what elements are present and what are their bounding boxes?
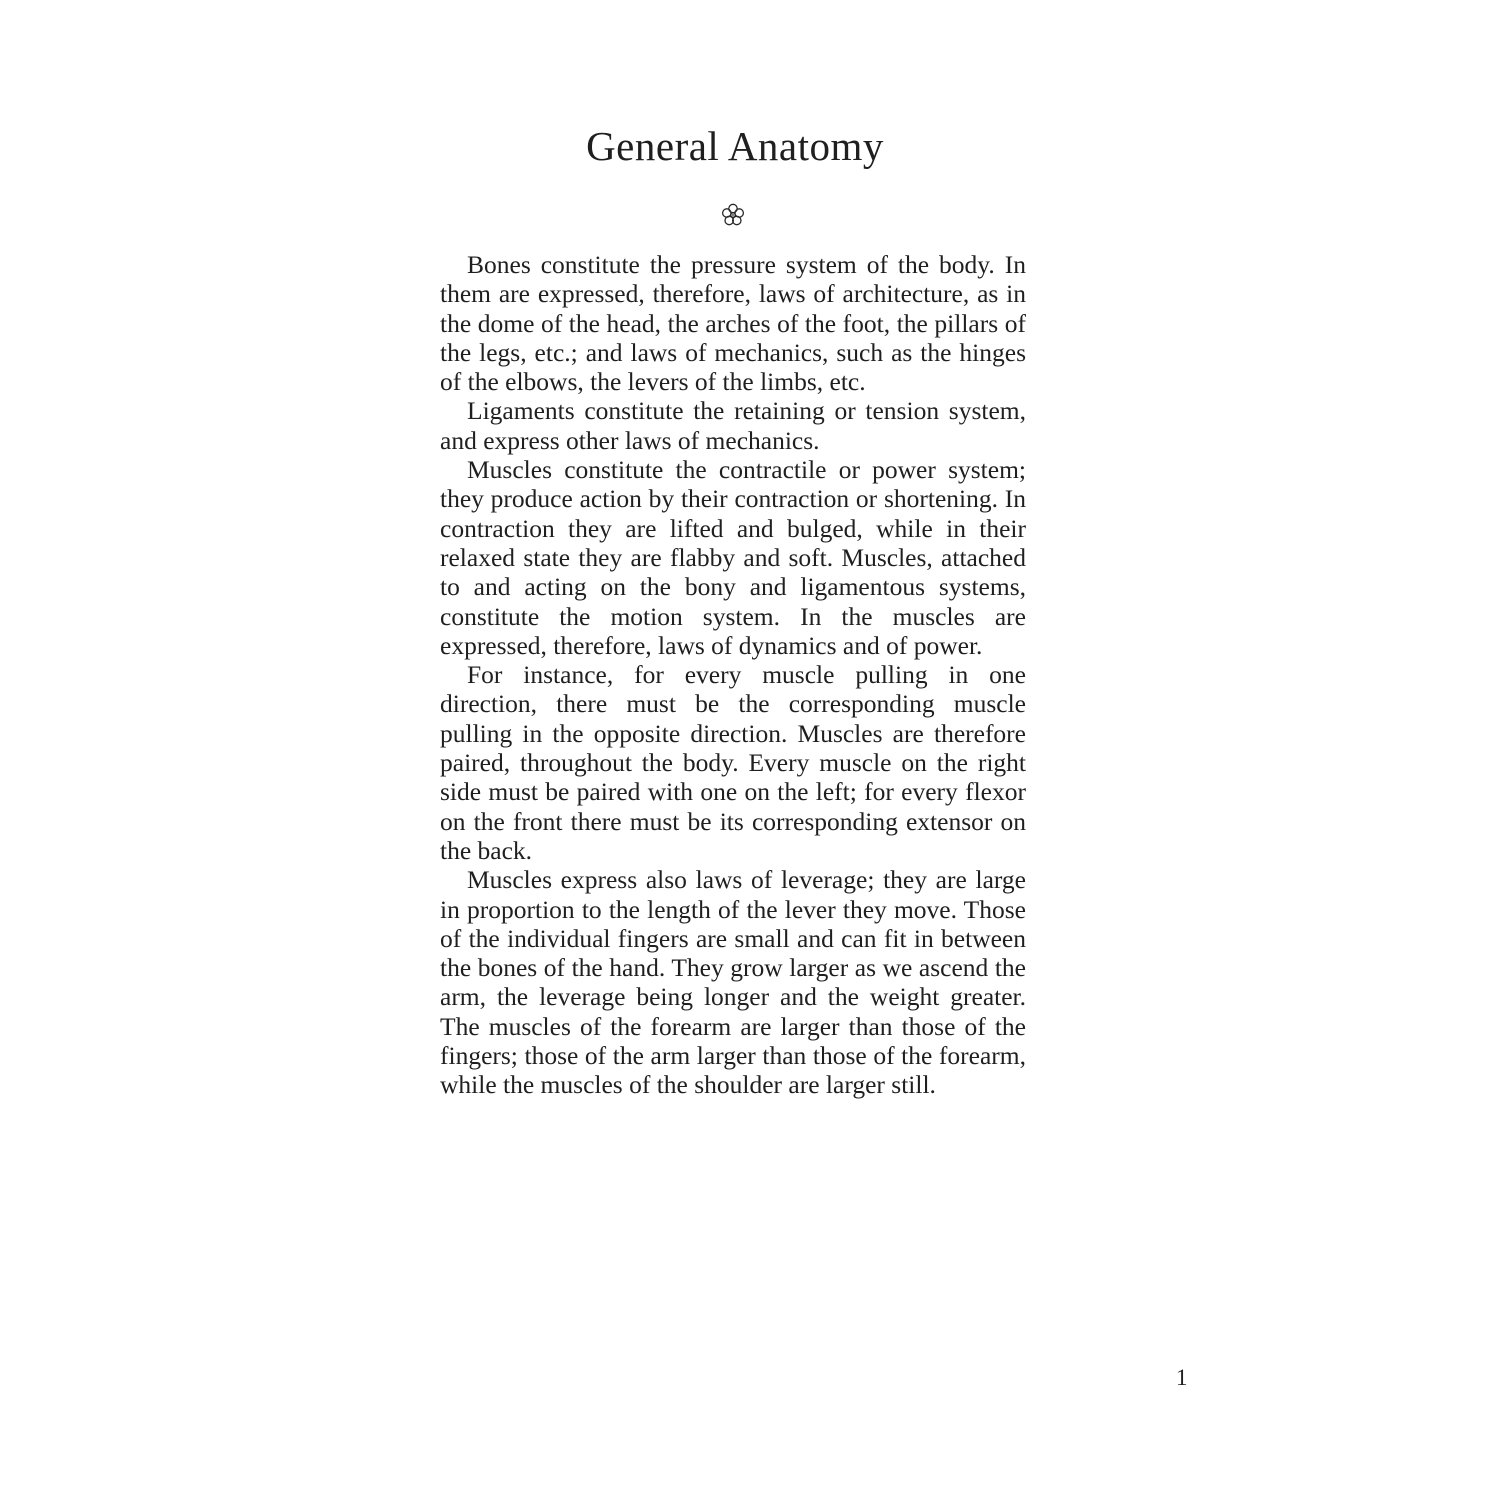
page-title: General Anatomy	[586, 123, 884, 169]
body-text	[440, 250, 1026, 1100]
paragraph-leverage: Muscles express also laws of leverage; they are large in proportion to the length of the lever they move. Those of the individual fingers are small and can fit in between the bones of the hand. They grow larger as we ascend the arm, the leverage being longer and the weight greater. The muscles of the forearm are larger than those of the fingers; those of the arm larger than those of the forearm, while the muscles of the shoulder are larger still.	[440, 865, 1026, 1100]
paragraph-muscles: Muscles constitute the contractile or power system; they produce action by their contraction or shortening. In contraction they are lifted and bulged, while in their relaxed state they are flabby and soft. Muscles, attached to and acting on the bony and ligamentous systems, constitute the motion system. In the muscles are expressed, therefore, laws of dynamics and of power.	[440, 455, 1026, 660]
paragraph-ligaments: Ligaments constitute the retaining or tension system, and express other laws of mechanics.	[440, 396, 1026, 455]
paragraph-bones: Bones constitute the pressure system of the body. In them are expressed, therefore, laws of architecture, as in the dome of the head, the arches of the foot, the pillars of the legs, etc.; and laws of mechanics, such as the hinges of the elbows, the levers of the limbs, etc.	[440, 250, 1026, 397]
paragraph-paired-muscles: For instance, for every muscle pulling in one direction, there must be the corresponding muscle pulling in the opposite direction. Muscles are therefore paired, throughout the body. Every muscle on the right side must be paired with one on the left; for every flexor on the front there must be its corresponding extensor on the back.	[440, 660, 1026, 865]
rosette-icon	[720, 202, 746, 228]
page-number: 1	[1176, 1365, 1188, 1390]
